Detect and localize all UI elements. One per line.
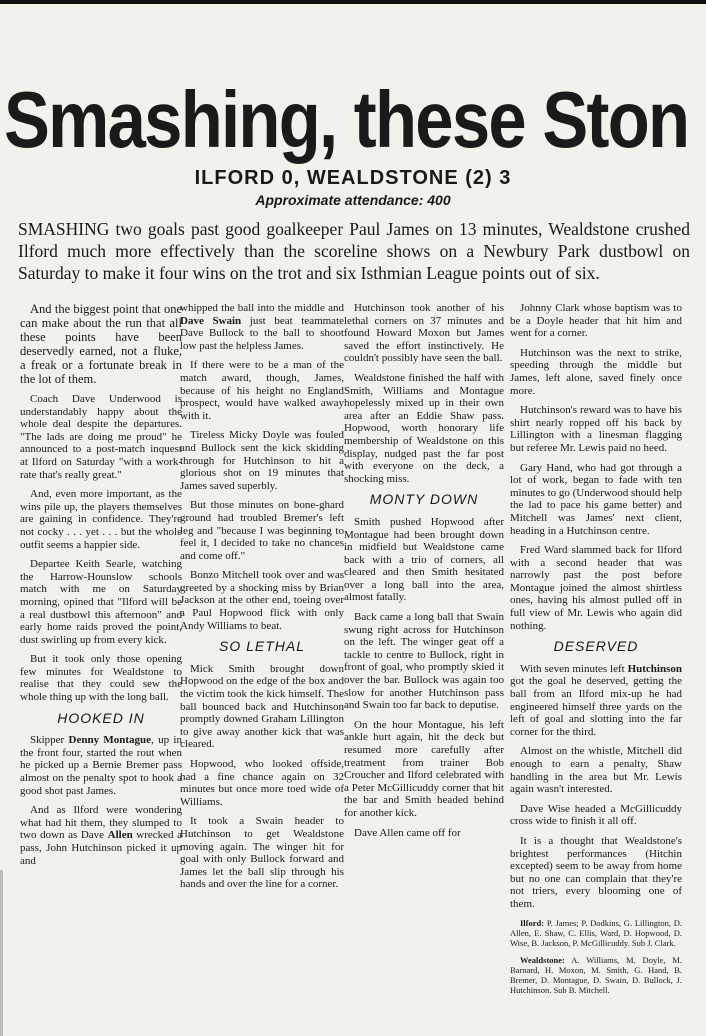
team-label: Wealdstone: (520, 954, 565, 965)
paragraph: Almost on the whistle, Mitchell did enough to earn a penalty, Shaw handling in the area but Mr. Lewis again wasn't interested. (510, 745, 682, 796)
paragraph: But it took only those opening few minutes for Wealdstone to realise that they could sew the whole thing up with the long ball. (20, 653, 182, 704)
crosshead: DESERVED (553, 638, 639, 655)
paragraph: Hopwood, who looked offside, had a fine chance again on 32 minutes but once more toed wide of Williams. (180, 758, 344, 808)
crosshead: SO LETHAL (218, 638, 306, 655)
paragraph: And the biggest point that one can make about the run that all these points have been deservedly earned, not a fluke, a freak or a fortunate break in the lot of them. (20, 302, 182, 386)
team-list: P. James; P. Dodkins, G. Lillington, D. Allen, E. Shaw, C. Ellis, Ward, D. Hopwood, D. Wise, B. Jackson, P. McGillicuddy. Sub J. Clark. (510, 917, 682, 948)
wealdstone-lineup (510, 955, 682, 995)
paragraph: Back came a long ball that Swain swung right across for Hutchinson on the left. The winger geat off a tackle to centre to Bullock, right in front of goal, who promptly skied it over the bar. Bullock was again too slow for another Hutchinson pass and Swain too far back to deputise. (344, 611, 504, 712)
text-run: And as Ilford were wondering what had hit them, they slumped to two down as Dave (20, 804, 182, 842)
paragraph: It took a Swain header to Hutchinson to get Wealdstone moving again. The winger hit for goal with only Bullock forward and James let the ball slip through his hands and over the line for a corner. (180, 815, 344, 891)
paragraph: Coach Dave Underwood is understandably happy about the whole deal despite the departures. "The lads are doing me proud" he announced to a post-match inquest at Ilford on Saturday "with a work-rate that's really great." (20, 393, 182, 481)
player-name: Hutchinson (627, 662, 682, 675)
headline: Smashing, these Ston (4, 75, 689, 164)
text-run: wrecked a pass, John Hutchinson picked it up and (20, 829, 182, 867)
player-name: Denny Montague (68, 734, 152, 747)
column-3 (344, 302, 504, 846)
paragraph: Hutchinson's reward was to have his shirt nearly ropped off his back by Lillington with a linesman flagging but referee Mr. Lewis paid no heed. (510, 404, 682, 454)
player-name: Allen (107, 829, 133, 842)
paragraph: Tireless Micky Doyle was fouled and Bullock sent the kick skidding through for Hutchinson to hit a glorious shot on 19 minutes that James saved superbly. (180, 429, 344, 492)
paragraph: On the hour Montague, his left ankle hurt again, hit the deck but resumed more carefully after treatment from trainer Bob Croucher and Ilford celebrated with a Peter McGillicuddy corner that hit the bar and Smith headed behind for another kick. (344, 718, 504, 819)
attendance: Approximate attendance: 400 (255, 192, 451, 208)
scoreline: ILFORD 0, WEALDSTONE (2) 3 (194, 167, 512, 189)
paragraph: Bonzo Mitchell took over and was greeted by a shocking miss by Brian Jackson at the other end, toeing over a Paul Hopwood flick with only Andy Williams to beat. (180, 569, 344, 632)
column-1 (20, 302, 182, 874)
text-run: whipped the ball into the middle and (180, 302, 344, 314)
text-run: , up in the front four, started the rout when he picked up a Bernie Bremer pass almost on the penalty spot to hook a good shot past James. (20, 734, 182, 797)
crosshead: MONTY DOWN (369, 491, 479, 508)
paragraph: Wealdstone finished the half with Smith, Williams and Montague hopelessly mixed up in their own area after an Eddie Shaw pass. Hopwood, worth honorary life membership of Wealdstone on this display, nudged past the far post with everyone on the deck, a shocking miss. (344, 371, 504, 485)
text-run: just beat teammate Dave Bullock to the ball to shoot low past the helpless James. (180, 314, 345, 352)
paragraph: Smith pushed Hopwood after Montague had been brought down in midfield but Wealdstone came back with a trio of corners, all cleared and then Smith hesitated over a long ball into the area, almost fatally. (344, 515, 504, 604)
text-run: With seven minutes left (520, 662, 628, 675)
paragraph: Departee Keith Searle, watching the Harrow-Hounslow schools match with me on Saturday morning, opined that "Ilford will be a real dustbowl this afternoon" and early home raids proved the point, dust swirling up from every kick. (20, 558, 182, 646)
paragraph: And, even more important, as the wins pile up, the players themselves are gaining in confidence. They're not cocky . . . yet . . . but the whole outfit seems a happier side. (20, 488, 182, 551)
paragraph: Fred Ward slammed back for Ilford with a second header that was narrowly past the post before Montague joined the almost shirtless ones, having his almost pulled off in full view of Mr. Lewis who again did nothing. (510, 544, 682, 632)
paragraph (180, 302, 344, 352)
paragraph: Dave Wise headed a McGillicuddy cross wide to finish it all off. (510, 802, 682, 828)
paragraph: Dave Allen came off for (354, 826, 461, 839)
ilford-lineup (510, 918, 682, 948)
paragraph (20, 734, 182, 797)
team-list: A. Williams, M. Doyle, M. Barnard, H. Moxon, M. Smith, G. Hand, B. Bremer, D. Montague, D. Swain, D. Bullock, J. Hutchinson. Sub B. Mitchell. (510, 954, 682, 995)
crosshead: HOOKED IN (57, 709, 145, 726)
text-run: Skipper (30, 734, 69, 747)
paragraph (510, 663, 682, 739)
scan-edge (0, 870, 3, 1036)
top-rule (0, 0, 706, 4)
column-2 (180, 302, 344, 898)
team-label: Ilford: (520, 917, 545, 928)
paragraph: Hutchinson was the next to strike, speeding through the middle but James, left alone, saved finely once more. (510, 346, 682, 397)
paragraph: Hutchinson took another of his lethal corners on 37 minutes and found Howard Moxon but James saved the effort instinctively. He couldn't possibly have seen the ball. (344, 302, 504, 365)
paragraph: Gary Hand, who had got through a lot of work, began to fade with ten minutes to go (Underwood should help the lad to pace his game better) and Mitchell was James' next client, heading in a Hutchinson centre. (510, 461, 683, 537)
paragraph: But those minutes on bone-ghard ground had troubled Bremer's left leg and "because I was beginning to feel it, I decided to take no chances and come off." (180, 499, 344, 562)
paragraph: It is a thought that Wealdstone's brightest performances (Hitchin excepted) seem to be away from home but no one can complain that they're not triers, every blooming one of them. (510, 834, 682, 910)
column-4 (510, 302, 682, 1002)
intro-paragraph: SMASHING two goals past good goalkeeper Paul James on 13 minutes, Wealdstone crushed Ilford much more effectively than the scoreline shows on a Newbury Park dustbowl on Saturday to make it four wins on the trot and six Isthmian League points out of six. (18, 219, 690, 283)
paragraph: Johnny Clark whose baptism was to be a Doyle header that hit him and went for a corner. (510, 302, 682, 340)
text-run: got the goal he deserved, getting the ball from an Ilford mix-up he had engineered himself three yards on the left of goal and slotting into the far corner for the third. (510, 675, 682, 738)
paragraph (20, 804, 182, 867)
player-name: Dave Swain (180, 314, 242, 327)
paragraph: Mick Smith brought down Hopwood on the edge of the box and the victim took the kick himself. The ball bounced back and Hutchinson promptly downed Graham Lillington to give away another kick that was cleared. (180, 662, 344, 751)
paragraph: If there were to be a man of the match award, though, James, because of his height no England prospect, would have walked away with it. (180, 359, 344, 422)
